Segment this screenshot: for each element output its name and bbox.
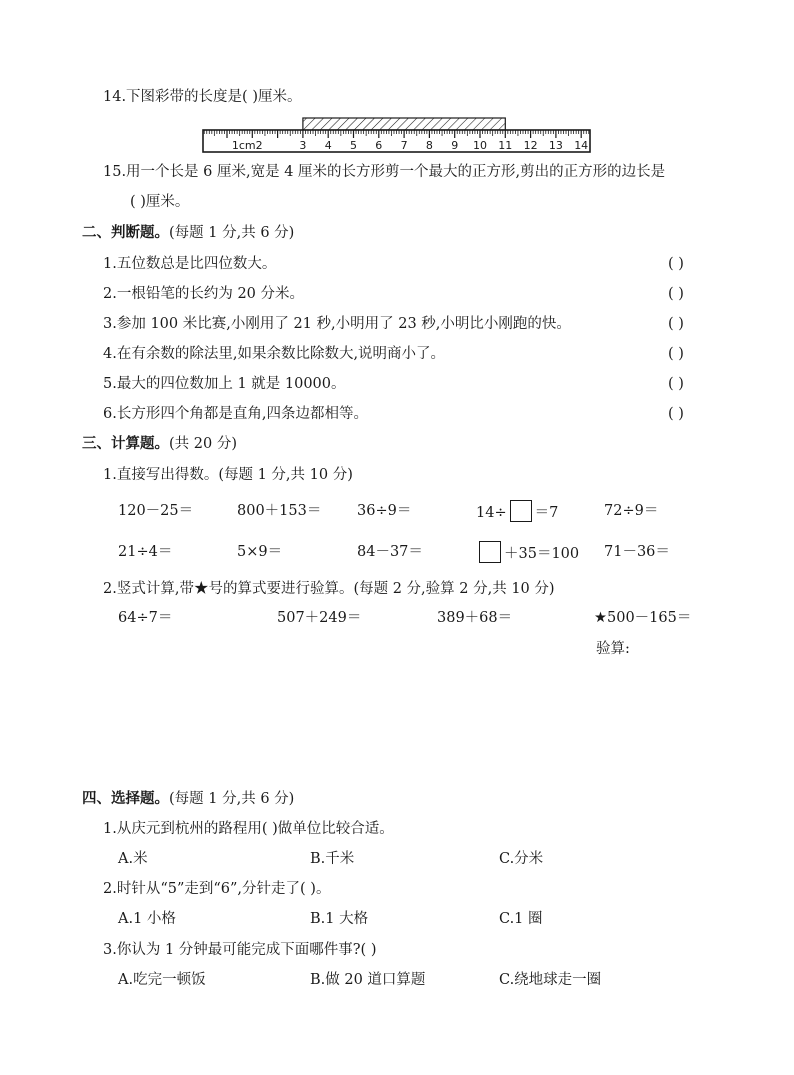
question-14: 14.下图彩带的长度是( )厘米。 (103, 89, 302, 105)
choice-option-2b[interactable]: B.1 大格 (310, 911, 369, 927)
calc-4-right: ＝7 (534, 505, 559, 521)
ruler-tick-label: 8 (425, 139, 433, 152)
calc-1: 120－25＝ (118, 503, 194, 519)
answer-blank-6[interactable]: ( ) (668, 406, 684, 422)
choice-question-1: 1.从庆元到杭州的路程用( )做单位比较合适。 (103, 821, 394, 837)
choice-option-3c[interactable]: C.绕地球走一圈 (499, 972, 602, 988)
judge-item-2: 2.一根铅笔的长约为 20 分米。 (103, 286, 305, 302)
calc-9 (476, 543, 579, 565)
section-4-title: 四、选择题。 (82, 791, 169, 807)
calc-5: 72÷9＝ (604, 503, 659, 519)
ruler-tick-label: 10 (473, 139, 487, 152)
answer-blank-5[interactable]: ( ) (668, 376, 684, 392)
answer-blank-2[interactable]: ( ) (668, 286, 684, 302)
question-15-line2: ( )厘米。 (130, 194, 190, 210)
choice-option-1c[interactable]: C.分米 (499, 851, 544, 867)
section-2-note: (每题 1 分,共 6 分) (169, 225, 295, 241)
vertical-calc-1: 64÷7＝ (118, 610, 173, 626)
section-3-heading (82, 435, 237, 453)
choice-question-2: 2.时针从“5”走到“6”,分针走了( )。 (103, 881, 331, 897)
vertical-calc-4: ★500－165＝ (594, 610, 692, 626)
question-15-line1: 15.用一个长是 6 厘米,宽是 4 厘米的长方形剪一个最大的正方形,剪出的正方形的边长是 (103, 164, 666, 180)
choice-option-3a[interactable]: A.吃完一顿饭 (118, 972, 206, 988)
section-3-title: 三、计算题。 (82, 436, 169, 452)
judge-item-5: 5.最大的四位数加上 1 就是 10000。 (103, 376, 346, 392)
vertical-calc-2: 507＋249＝ (277, 610, 362, 626)
choice-option-2a[interactable]: A.1 小格 (118, 911, 176, 927)
calc-4 (476, 502, 558, 524)
answer-blank-1[interactable]: ( ) (668, 256, 684, 272)
judge-item-4: 4.在有余数的除法里,如果余数比除数大,说明商小了。 (103, 346, 446, 362)
judge-item-1: 1.五位数总是比四位数大。 (103, 256, 277, 272)
answer-blank-4[interactable]: ( ) (668, 346, 684, 362)
choice-option-1b[interactable]: B.千米 (310, 851, 355, 867)
section-4-note: (每题 1 分,共 6 分) (169, 791, 295, 807)
ruler-tick-label: 4 (324, 139, 332, 152)
ruler-tick-label: 5 (350, 139, 357, 152)
choice-option-3b[interactable]: B.做 20 道口算题 (310, 972, 426, 988)
calc-sub-1: 1.直接写出得数。(每题 1 分,共 10 分) (103, 467, 353, 483)
ruler-tick-label: 12 (523, 139, 538, 152)
calc-8: 84－37＝ (357, 544, 423, 560)
ruler-tick-label: 9 (451, 139, 459, 152)
calc-9-right: ＋35＝100 (504, 546, 580, 562)
calc-sub-2: 2.竖式计算,带★号的算式要进行验算。(每题 2 分,验算 2 分,共 10 分) (103, 581, 555, 597)
answer-box[interactable] (510, 500, 532, 522)
answer-box[interactable] (479, 541, 501, 563)
calc-6: 21÷4＝ (118, 544, 173, 560)
ruler-tick-label: 3 (299, 139, 307, 152)
ruler-figure (0, 0, 794, 160)
hatched-ribbon (303, 118, 505, 130)
choice-question-3: 3.你认为 1 分钟最可能完成下面哪件事?( ) (103, 942, 377, 958)
calc-2: 800＋153＝ (237, 503, 322, 519)
choice-option-1a[interactable]: A.米 (118, 851, 148, 867)
calc-3: 36÷9＝ (357, 503, 412, 519)
ruler-unit-label: 1cm2 (231, 139, 263, 152)
ruler-tick-label: 14 (574, 139, 589, 152)
calc-10: 71－36＝ (604, 544, 670, 560)
ruler-tick-label: 13 (548, 139, 563, 152)
ruler-tick-label: 7 (400, 139, 408, 152)
judge-item-6: 6.长方形四个角都是直角,四条边都相等。 (103, 406, 368, 422)
calc-4-left: 14÷ (476, 505, 507, 521)
answer-blank-3[interactable]: ( ) (668, 316, 684, 332)
choice-option-2c[interactable]: C.1 圈 (499, 911, 543, 927)
ruler-tick-label: 6 (375, 139, 383, 152)
ruler-tick-label: 11 (498, 139, 513, 152)
vertical-calc-3: 389＋68＝ (437, 610, 513, 626)
calc-7: 5×9＝ (237, 544, 283, 560)
section-4-heading (82, 790, 294, 808)
check-label: 验算: (596, 641, 630, 657)
section-3-note: (共 20 分) (169, 436, 237, 452)
section-2-heading (82, 224, 294, 242)
section-2-title: 二、判断题。 (82, 225, 169, 241)
judge-item-3: 3.参加 100 米比赛,小刚用了 21 秒,小明用了 23 秒,小明比小刚跑的快。 (103, 316, 571, 332)
